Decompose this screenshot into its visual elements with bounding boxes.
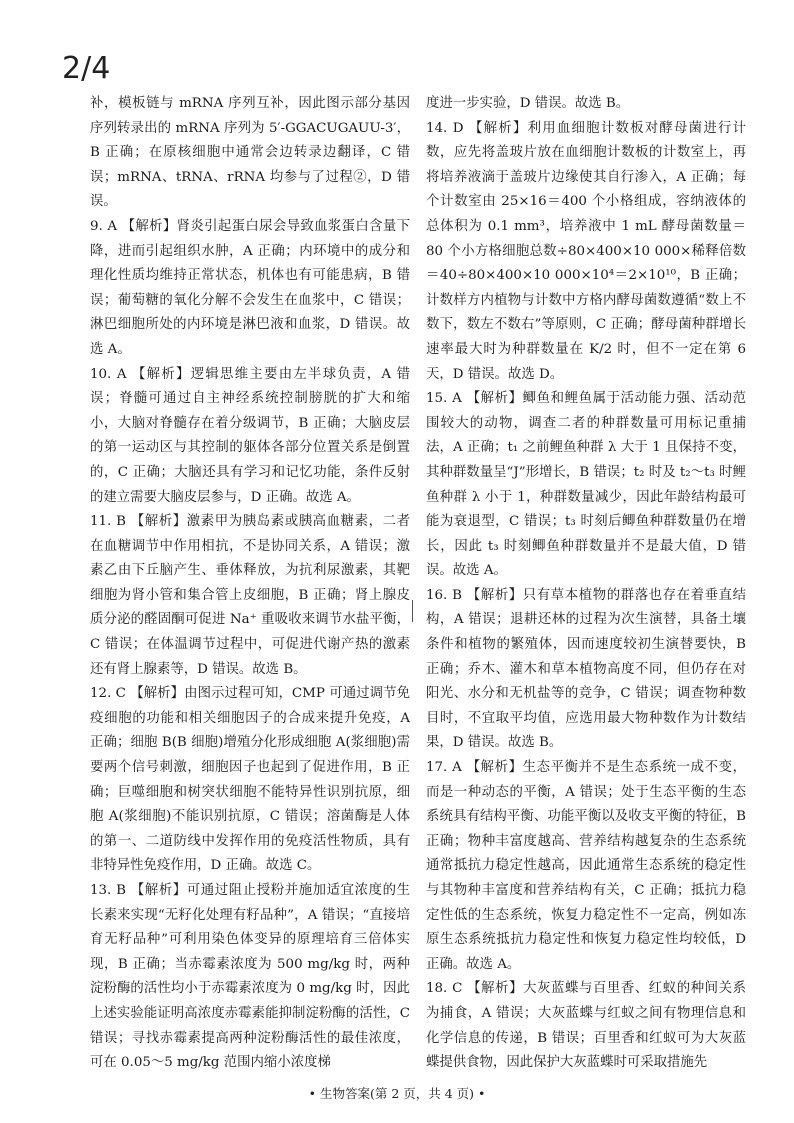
answer-paragraph: 14. D 【解析】利用血细胞计数板对酵母菌进行计数，应先将盖玻片放在血细胞计数板的计数室上，再将培养液滴于盖玻片边缘使其自行渗入，A 正确；每个计数室由 25×16＝400 个小格组成，容纳液体的总体积为 0.1 mm³，培养液中 1 mL 酵母菌数量＝80 个小方格细胞总数÷80×400×10 000×稀释倍数＝40÷80×400×10 000×10⁴＝2×10¹⁰，B 正确；计数样方内植物与计数中方格内酵母菌数遵循“数上不数下，数左不数右”等原则，C 正确；酵母菌种群增长速率最大时为种群数量在 K/2 时，但不一定在第 6 天，D 错误。故选 D。 bbox=[426, 120, 746, 382]
answer-paragraph: 度进一步实验，D 错误。故选 B。 bbox=[426, 96, 630, 111]
answer-paragraph: 11. B 【解析】激素甲为胰岛素或胰高血糖素，二者在血糖调节中作用相抗，不是协同关系，A 错误；激素乙由下丘脑产生、垂体释放，为抗利尿激素，其靶细胞为肾小管和集合管上皮细胞，B 正确；肾上腺皮质分泌的醛固酮可促进 Na⁺ 重吸收来调节水盐平衡，C 错误；在体温调节过程中，可促进代谢产热的激素还有肾上腺素等，D 错误。故选 B。 bbox=[90, 514, 410, 677]
answer-paragraph: 18. C 【解析】大灰蓝蝶与百里香、红蚁的种间关系为捕食，A 错误；大灰蓝蝶与红蚁之间有物理信息和化学信息的传递，B 错误；百里香和红蚁可为大灰蓝蝶提供食物，因此保护大灰蓝蝶时可采取措施先 bbox=[426, 981, 746, 1071]
answer-paragraph: 补，模板链与 mRNA 序列互补，因此图示部分基因序列转录出的 mRNA 序列为 5′-GGACUGAUU-3′，B 正确；在原核细胞中通常会边转录边翻译，C 错误；mRNA、tRNA、rRNA 均参与了过程②，D 错误。 bbox=[90, 96, 410, 210]
answer-paragraph: 10. A 【解析】逻辑思维主要由左半球负责，A 错误；脊髓可通过自主神经系统控制膀胱的扩大和缩小，大脑对脊髓存在着分级调节，B 正确；大脑皮层的第一运动区与其控制的躯体各部分位置关系是倒置的，C 正确；大脑还具有学习和记忆功能，条件反射的建立需要大脑皮层参与，D 正确。故选 A。 bbox=[90, 366, 410, 505]
answer-paragraph: 16. B 【解析】只有草本植物的群落也存在着垂直结构，A 错误；退耕还林的过程为次生演替，具备土壤条件和植物的繁殖体，因而速度较初生演替要快，B 正确；乔木、灌木和草本植物高度不同，但仍存在对阳光、水分和无机盐等的竞争，C 错误；调查物种数目时，不宜取平均值，应选用最大物种数作为计数结果，D 错误。故选 B。 bbox=[426, 587, 746, 751]
page-marker: 2/4 bbox=[62, 51, 111, 86]
column-divider bbox=[412, 600, 413, 622]
right-column bbox=[426, 92, 746, 1076]
page-footer: • 生物答案(第 2 页，共 4 页) • bbox=[308, 1086, 486, 1101]
answer-paragraph: 9. A 【解析】肾炎引起蛋白尿会导致血浆蛋白含量下降，进而引起组织水肿，A 正确；内环境中的成分和理化性质均维持正常状态，机体也有可能患病，B 错误；葡萄糖的氧化分解不会发生在血浆中，C 错误；淋巴细胞所处的内环境是淋巴液和血浆，D 错误。故选 A。 bbox=[90, 218, 410, 357]
answer-paragraph: 15. A 【解析】鲫鱼和鲤鱼属于活动能力强、活动范围较大的动物，调查二者的种群数量可用标记重捕法，A 正确；t₁ 之前鲤鱼种群 λ 大于 1 且保持不变，其种群数量呈“J”形增长，B 错误；t₂ 时及 t₂～t₃ 时鲤鱼种群 λ 小于 1，种群数量减少，因此年龄结构最可能为衰退型，C 错误；t₃ 时刻后鲫鱼种群数量仍在增长，因此 t₃ 时刻鲫鱼种群数量并不是最大值，D 错误。故选 A。 bbox=[426, 391, 746, 579]
left-column bbox=[90, 92, 410, 1076]
answer-paragraph: 13. B 【解析】可通过阻止授粉并施加适宜浓度的生长素来实现“无籽化处理有籽品种”，A 错误；“直接培育无籽品种”可利用染色体变异的原理培育三倍体实现，B 正确；当赤霉素浓度为 500 mg/kg 时，两种淀粉酶的活性均小于赤霉素浓度为 0 mg/kg 时，因此上述实验能证明高浓度赤霉素能抑制淀粉酶的活性，C 错误；寻找赤霉素提高两种淀粉酶活性的最佳浓度，可在 0.05～5 mg/kg 范围内缩小浓度梯 bbox=[90, 883, 410, 1071]
answer-paragraph: 12. C 【解析】由图示过程可知，CMP 可通过调节免疫细胞的功能和相关细胞因子的合成来提升免疫，A 正确；细胞 B(B 细胞)增殖分化形成细胞 A(浆细胞)需要两个信号刺激，细胞因子也起到了促进作用，B 正确；巨噬细胞和树突状细胞不能特异性识别抗原，细胞 A(浆细胞)不能识别抗原，C 错误；溶菌酶是人体的第一、二道防线中发挥作用的免疫活性物质，具有非特异性免疫作用，D 正确。故选 C。 bbox=[90, 686, 410, 874]
answer-paragraph: 17. A 【解析】生态平衡并不是生态系统一成不变，而是一种动态的平衡，A 错误；处于生态平衡的生态系统具有结构平衡、功能平衡以及收支平衡的特征，B 正确；物种丰富度越高、营养结构越复杂的生态系统通常抵抗力稳定性越高，因此通常生态系统的稳定性与其物种丰富度和营养结构有关，C 正确；抵抗力稳定性低的生态系统，恢复力稳定性不一定高，例如冻原生态系统抵抗力稳定性和恢复力稳定性均较低，D 正确。故选 A。 bbox=[426, 760, 746, 972]
